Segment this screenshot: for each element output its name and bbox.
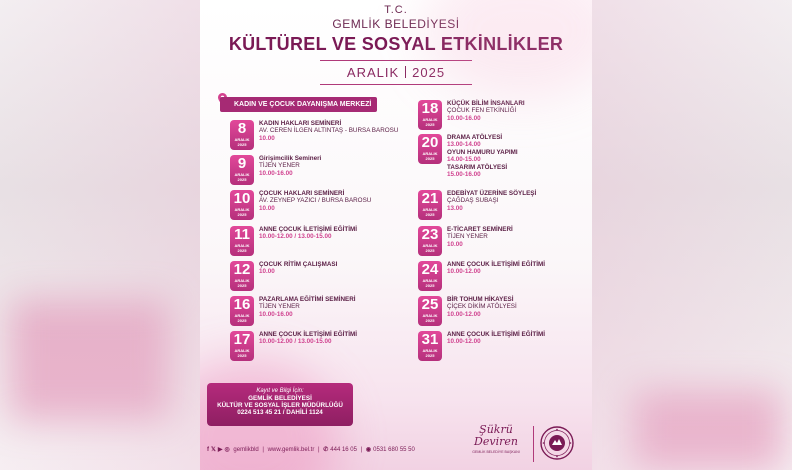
date-badge-month: ARALIK: [234, 172, 250, 177]
date-badge-month: ARALIK: [422, 117, 438, 122]
event-speaker: ÇAĞDAŞ SUBAŞI: [447, 197, 499, 205]
event-time: 10.00-12.00 / 13.00-15.00: [259, 338, 332, 346]
date-badge: [230, 296, 254, 326]
event-time: 10.00-12.00 / 13.00-15.00: [259, 233, 332, 241]
event-details: [447, 261, 592, 276]
date-badge-year: 2025: [237, 142, 247, 147]
date-badge-year: 2025: [237, 248, 247, 253]
date-badge-day: 23: [421, 226, 439, 243]
event-details: [259, 261, 419, 276]
date-badge-month: ARALIK: [234, 207, 250, 212]
event-title: EDEBİYAT ÜZERİNE SÖYLEŞİ: [447, 190, 537, 197]
date-badge-year: 2025: [425, 248, 435, 253]
date-badge-month: ARALIK: [234, 137, 250, 142]
contact-box: [207, 383, 353, 426]
event-title: ANNE ÇOCUK İLETİŞİMİ EĞİTİMİ: [259, 331, 357, 338]
municipality-seal-icon: [540, 426, 574, 460]
event-title: DRAMA ATÖLYESİ: [447, 134, 503, 141]
date-badge-month: ARALIK: [422, 207, 438, 212]
event-speaker: AV. CEREN İLGEN ALTINTAŞ - BURSA BAROSU: [259, 127, 399, 135]
date-badge-day: 8: [237, 120, 247, 137]
event-title: PAZARLAMA EĞİTİMİ SEMİNERİ: [259, 296, 356, 303]
signature-name-1: Şükrü: [479, 423, 513, 436]
header-tc: T.C.: [384, 4, 408, 16]
date-badge-day: 24: [421, 261, 439, 278]
event-details: [447, 331, 592, 346]
event-time: 10.00-12.00: [447, 310, 481, 318]
footer: f 𝕏 ▶ ◎ gemlikbld | www.gemlik.bel.tr | ✆ 444 16 05 | ◉ 0531 680 55 50: [207, 447, 415, 453]
date-badge-day: 17: [233, 331, 251, 348]
phone-whatsapp[interactable]: 0531 680 55 50: [373, 447, 415, 453]
event-time: 10.00-12.00: [447, 268, 481, 276]
event-time: 10.00-16.00: [259, 169, 293, 177]
youtube-icon[interactable]: ▶: [217, 447, 223, 453]
divider-bottom: [320, 84, 472, 85]
event-title: KÜÇÜK BİLİM İNSANLARI: [447, 100, 525, 107]
date-badge: [418, 226, 442, 256]
phone-hotline[interactable]: 444 16 05: [330, 447, 357, 453]
event-time: 10.00-16.00: [447, 114, 481, 122]
event-title: ÇOCUK HAKLARI SEMİNERİ: [259, 190, 345, 197]
date-badge: [418, 296, 442, 326]
date-badge-year: 2025: [425, 156, 435, 161]
date-badge-day: 21: [421, 190, 439, 207]
date-badge-year: 2025: [425, 353, 435, 358]
date-badge: [230, 331, 254, 361]
event-time: 10.00: [259, 204, 275, 212]
event-details: [447, 190, 592, 212]
date-badge: [230, 190, 254, 220]
date-badge-day: 12: [233, 261, 251, 278]
event-speaker: ÇİÇEK DİKİM ATÖLYESİ: [447, 303, 517, 311]
event-poster: [200, 0, 592, 470]
date-badge-year: 2025: [425, 212, 435, 217]
location-banner: KADIN VE ÇOCUK DAYANIŞMA MERKEZİ: [220, 97, 377, 112]
event-details: [259, 226, 419, 241]
date-badge: [418, 261, 442, 291]
contact-intro: Kayıt ve Bilgi İçin:: [256, 388, 304, 394]
date-badge-year: 2025: [237, 353, 247, 358]
date-badge-day: 18: [421, 100, 439, 117]
header-organization: GEMLİK BELEDİYESİ: [332, 17, 460, 31]
date-badge-year: 2025: [425, 318, 435, 323]
date-badge-year: 2025: [237, 283, 247, 288]
date-badge-year: 2025: [425, 122, 435, 127]
event-title: ÇOCUK RİTİM ÇALIŞMASI: [259, 261, 338, 268]
event-details: [259, 296, 419, 318]
date-badge-month: ARALIK: [422, 151, 438, 156]
date-badge-day: 31: [421, 331, 439, 348]
event-title: Girişimcilik Semineri: [259, 155, 322, 162]
date-badge-year: 2025: [237, 177, 247, 182]
event-title: ANNE ÇOCUK İLETİŞİMİ EĞİTİMİ: [447, 261, 545, 268]
date-badge: [418, 331, 442, 361]
footer-divider: [533, 426, 534, 462]
event-time: 10.00-12.00: [447, 338, 481, 346]
event-details: [259, 331, 419, 346]
date-badge-month: ARALIK: [234, 348, 250, 353]
poster-title: KÜLTÜREL VE SOSYAL ETKİNLİKLER: [228, 34, 564, 54]
event-time: 13.00: [447, 204, 463, 212]
date-badge-day: 9: [237, 155, 247, 172]
signature-name-2: Deviren: [474, 435, 518, 448]
date-badge: [230, 120, 254, 150]
date-badge-month: ARALIK: [234, 313, 250, 318]
date-badge: [418, 134, 442, 164]
event-title: TASARIM ATÖLYESİ: [447, 163, 508, 171]
date-badge-year: 2025: [237, 318, 247, 323]
date-badge-day: 25: [421, 296, 439, 313]
contact-phone: 0224 513 45 21 / DAHİLİ 1124: [237, 409, 323, 416]
event-title: E-TİCARET SEMİNERİ: [447, 226, 513, 233]
mayor-signature: [462, 424, 530, 462]
event-time: 10.00-16.00: [259, 310, 293, 318]
date-badge-day: 10: [233, 190, 251, 207]
date-badge-month: ARALIK: [422, 313, 438, 318]
event-speaker: ÇOCUK FEN ETKİNLİĞİ: [447, 107, 517, 115]
event-time: 14.00-15.00: [447, 156, 481, 164]
event-details: [259, 155, 419, 177]
event-title: BİR TOHUM HİKAYESİ: [447, 296, 514, 303]
signature-title: GEMLİK BELEDİYE BAŞKANI: [472, 450, 520, 454]
event-details: [259, 120, 419, 142]
event-title: OYUN HAMURU YAPIMI: [447, 148, 518, 156]
date-badge-month: ARALIK: [422, 348, 438, 353]
divider-top: [320, 60, 472, 61]
phone-icon: ✆: [323, 447, 329, 453]
event-time: 15.00-16.00: [447, 171, 481, 179]
contact-org: GEMLİK BELEDİYESİ: [248, 395, 312, 402]
event-time: 10.00: [259, 268, 275, 276]
event-speaker: TİJEN YENER: [259, 162, 300, 170]
background-right: [592, 0, 792, 470]
event-time: 10.00: [259, 134, 275, 142]
date-badge-month: ARALIK: [422, 278, 438, 283]
social-handle[interactable]: gemlikbld: [233, 447, 259, 453]
contact-department: KÜLTÜR VE SOSYAL İŞLER MÜDÜRLÜĞÜ: [217, 402, 343, 409]
event-title: ANNE ÇOCUK İLETİŞİMİ EĞİTİMİ: [259, 226, 357, 233]
month-name: ARALIK: [346, 65, 400, 80]
event-details: [447, 296, 592, 318]
month-label: [200, 65, 592, 80]
event-speaker: TİJEN YENER: [447, 233, 488, 241]
date-badge-year: 2025: [425, 283, 435, 288]
facebook-icon[interactable]: f: [207, 447, 209, 453]
event-details: [259, 190, 419, 212]
event-speaker: TİJEN YENER: [259, 303, 300, 311]
event-details: [447, 226, 592, 248]
date-badge-month: ARALIK: [234, 243, 250, 248]
event-title: ANNE ÇOCUK İLETİŞİMİ EĞİTİMİ: [447, 331, 545, 338]
event-title: KADIN HAKLARI SEMİNERİ: [259, 120, 342, 127]
whatsapp-icon: ◉: [365, 447, 372, 453]
date-badge: [418, 190, 442, 220]
x-icon[interactable]: 𝕏: [211, 447, 216, 453]
date-badge: [230, 155, 254, 185]
event-time: 10.00: [447, 240, 463, 248]
date-badge-month: ARALIK: [422, 243, 438, 248]
date-badge: [230, 226, 254, 256]
event-time: 13.00-14.00: [447, 141, 481, 149]
date-badge: [230, 261, 254, 291]
instagram-icon[interactable]: ◎: [224, 447, 230, 453]
event-details: [447, 100, 592, 122]
date-badge-day: 20: [421, 134, 439, 151]
event-speaker: AV. ZEYNEP YAZICI / BURSA BAROSU: [259, 197, 372, 205]
event-details: [447, 134, 592, 178]
background-left: [0, 0, 200, 470]
date-badge-day: 11: [234, 226, 250, 243]
month-year: 2025: [412, 65, 446, 80]
date-badge-month: ARALIK: [234, 278, 250, 283]
date-badge-day: 16: [233, 296, 251, 313]
date-badge-year: 2025: [237, 212, 247, 217]
date-badge: [418, 100, 442, 130]
website-link[interactable]: www.gemlik.bel.tr: [267, 447, 315, 453]
